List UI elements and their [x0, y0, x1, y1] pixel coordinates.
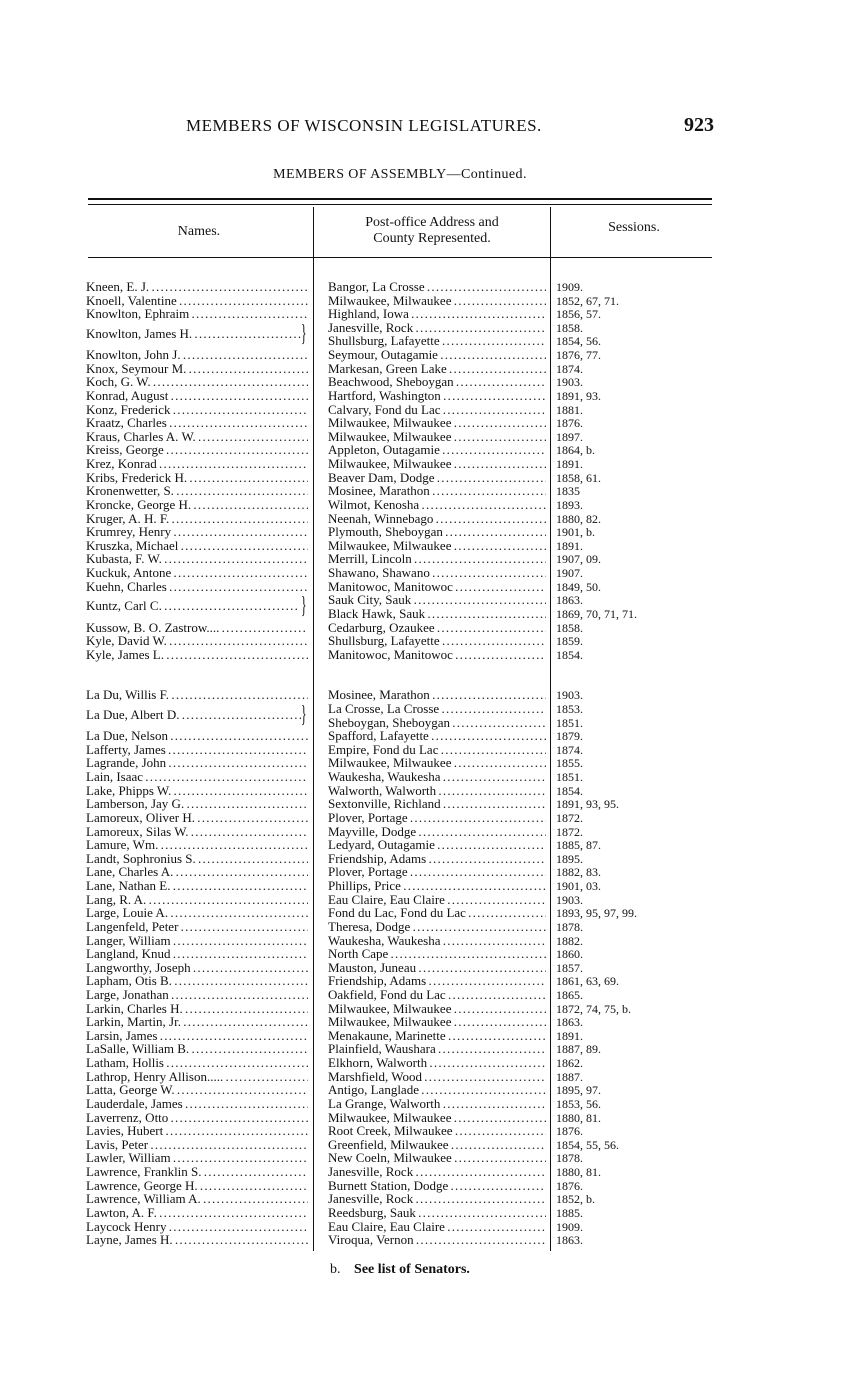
post-office-address: Friendship, Adams . . .	[328, 852, 546, 866]
table-row	[0, 389, 859, 403]
sessions-cell: 1903.	[556, 688, 583, 703]
post-office-address: Shullsburg, Lafayette . . .	[328, 334, 546, 348]
member-name: Kruszka, Michael . . .	[86, 539, 308, 553]
sessions-cell: 1851.	[556, 715, 583, 730]
grouped-member-name	[86, 320, 312, 348]
sessions-cell: 1891, 93, 95.	[556, 797, 619, 812]
table-row	[0, 920, 859, 934]
sessions-cell: 1882, 83.	[556, 865, 601, 880]
table-row	[0, 838, 859, 852]
table-row	[0, 484, 859, 498]
column-header-names: Names.	[177, 224, 221, 239]
member-name: Lawrence, William A. . . .	[86, 1192, 308, 1206]
post-office-address: Markesan, Green Lake . . .	[328, 362, 546, 376]
table-row	[0, 512, 859, 526]
post-office-address: Empire, Fond du Lac . . .	[328, 743, 546, 757]
post-office-address: Highland, Iowa . . .	[328, 307, 546, 321]
post-office-address: Plymouth, Sheboygan . . .	[328, 525, 546, 539]
sessions-cell: 1863.	[556, 593, 583, 608]
brace-icon: }	[300, 701, 307, 728]
table-row	[0, 403, 859, 417]
table-row	[0, 648, 859, 662]
sessions-cell: 1872, 74, 75, b.	[556, 1001, 631, 1016]
member-name: Krez, Konrad . . .	[86, 457, 308, 471]
post-office-address: Milwaukee, Milwaukee . . .	[328, 457, 546, 471]
sessions-cell: 1895.	[556, 851, 583, 866]
sessions-cell: 1865.	[556, 988, 583, 1002]
sessions-cell: 1893, 95, 97, 99.	[556, 906, 637, 921]
post-office-address: Milwaukee, Milwaukee . . .	[328, 1002, 546, 1016]
post-office-address: Seymour, Outagamie . . .	[328, 348, 546, 362]
table-row	[0, 539, 859, 553]
table-row	[0, 1165, 859, 1179]
post-office-address: Spafford, Lafayette . . .	[328, 729, 546, 743]
post-office-address: Antigo, Langlade . . .	[328, 1083, 546, 1097]
post-office-address: Appleton, Outagamie . . .	[328, 443, 546, 457]
table-row	[0, 1070, 859, 1084]
sessions-cell: 1852, 67, 71.	[556, 293, 619, 308]
sessions-cell: 1885.	[556, 1205, 583, 1220]
table-row	[0, 947, 859, 961]
table-row	[0, 1002, 859, 1016]
table-row	[0, 498, 859, 512]
member-name: Lawler, William . . .	[86, 1151, 308, 1165]
table-row	[0, 362, 859, 376]
footnote-mark: b.	[330, 1262, 341, 1277]
post-office-address: Shawano, Shawano . . .	[328, 566, 546, 580]
post-office-address: Mayville, Dodge . . .	[328, 825, 546, 839]
member-name: Lavis, Peter . . .	[86, 1138, 308, 1152]
sessions-cell: 1861, 63, 69.	[556, 974, 619, 989]
member-name: Kubasta, F. W. . . .	[86, 552, 308, 566]
post-office-address: Milwaukee, Milwaukee . . .	[328, 1015, 546, 1029]
member-name: Kyle, David W. . . .	[86, 634, 308, 648]
member-name: Lamoreux, Silas W. . . .	[86, 825, 308, 839]
sessions-cell: 1862.	[556, 1056, 583, 1071]
post-office-address: Eau Claire, Eau Claire . . .	[328, 893, 546, 907]
member-name: Kroncke, George H. . . .	[86, 498, 308, 512]
post-office-address: Manitowoc, Manitowoc . . .	[328, 648, 546, 662]
post-office-address: Beaver Dam, Dodge . . .	[328, 471, 546, 485]
post-office-address: Wilmot, Kenosha . . .	[328, 498, 546, 512]
sessions-cell: 1909.	[556, 280, 583, 294]
member-name: Lane, Nathan E. . . .	[86, 879, 308, 893]
post-office-address: Burnett Station, Dodge . . .	[328, 1179, 546, 1193]
member-name: Knowlton, John J. . . .	[86, 348, 308, 362]
member-name: Kruger, A. H. F. . . .	[86, 512, 308, 526]
sessions-cell: 1876, 77.	[556, 348, 601, 363]
sessions-cell: 1880, 81.	[556, 1165, 601, 1180]
table-row	[0, 811, 859, 825]
table-row	[0, 1111, 859, 1125]
column-header-post-office-line2: County Represented.	[373, 231, 491, 246]
member-name: Latta, George W. . . .	[86, 1083, 308, 1097]
table-row	[0, 934, 859, 948]
post-office-address: Oakfield, Fond du Lac . . .	[328, 988, 546, 1002]
table-row	[0, 974, 859, 988]
sessions-cell: 1872.	[556, 810, 583, 825]
post-office-address: Bangor, La Crosse . . .	[328, 280, 546, 294]
member-name: Lawrence, George H. . . .	[86, 1179, 308, 1193]
table-row	[0, 471, 859, 485]
post-office-address: Milwaukee, Milwaukee . . .	[328, 1111, 546, 1125]
member-name: Large, Louie A. . . .	[86, 906, 308, 920]
post-office-address: Shullsburg, Lafayette . . .	[328, 634, 546, 648]
post-office-address: Calvary, Fond du Lac . . .	[328, 403, 546, 417]
post-office-address: Cedarburg, Ozaukee . . .	[328, 621, 546, 635]
sessions-cell: 1863.	[556, 1233, 583, 1248]
sessions-cell: 1907.	[556, 566, 583, 581]
sessions-cell: 1852, b.	[556, 1192, 595, 1207]
brace-icon: }	[300, 320, 307, 347]
member-name: Lake, Phipps W. . . .	[86, 784, 308, 798]
member-name: Kraus, Charles A. W. . . .	[86, 430, 308, 444]
member-name: Kronenwetter, S. . . .	[86, 484, 308, 498]
post-office-address: Janesville, Rock . . .	[328, 321, 546, 335]
post-office-address: Plover, Portage . . .	[328, 811, 546, 825]
table-row	[0, 552, 859, 566]
sessions-cell: 1903.	[556, 892, 583, 907]
sessions-cell: 1881.	[556, 402, 583, 417]
post-office-address: Mosinee, Marathon . . .	[328, 688, 546, 702]
member-name: Lawrence, Franklin S. . . .	[86, 1165, 308, 1179]
table-row	[0, 1042, 859, 1056]
post-office-address: North Cape . . .	[328, 947, 546, 961]
table-caption: MEMBERS OF ASSEMBLY—Continued.	[273, 167, 527, 182]
post-office-address: La Grange, Walworth . . .	[328, 1097, 546, 1111]
member-name: Langer, William . . .	[86, 934, 308, 948]
table-row	[0, 852, 859, 866]
sessions-cell: 1878.	[556, 919, 583, 934]
member-name: Laycock Henry . . .	[86, 1220, 308, 1234]
post-office-address: Ledyard, Outagamie . . .	[328, 838, 546, 852]
post-office-address: Root Creek, Milwaukee . . .	[328, 1124, 546, 1138]
sessions-cell: 1876.	[556, 416, 583, 431]
table-row	[0, 865, 859, 879]
sessions-cell: 1901, b.	[556, 525, 595, 540]
sessions-cell: 1895, 97.	[556, 1083, 601, 1098]
member-name: Kreiss, George . . .	[86, 443, 308, 457]
member-name: Konrad, August . . .	[86, 389, 308, 403]
table-row	[0, 988, 859, 1002]
post-office-address: Manitowoc, Manitowoc . . .	[328, 580, 546, 594]
table-row	[0, 1056, 859, 1070]
table-row	[0, 825, 859, 839]
member-name: Larkin, Charles H. . . .	[86, 1002, 308, 1016]
sessions-cell: 1864, b.	[556, 443, 595, 458]
post-office-address: Viroqua, Vernon . . .	[328, 1233, 546, 1247]
post-office-address: Elkhorn, Walworth . . .	[328, 1056, 546, 1070]
table-row	[0, 1192, 859, 1206]
table-row	[0, 525, 859, 539]
table-row	[0, 280, 859, 294]
post-office-address: Sauk City, Sauk . . .	[328, 593, 546, 607]
post-office-address: Janesville, Rock . . .	[328, 1165, 546, 1179]
post-office-address: Milwaukee, Milwaukee . . .	[328, 416, 546, 430]
sessions-cell: 1876.	[556, 1178, 583, 1193]
member-name: LaSalle, William B. . . .	[86, 1042, 308, 1056]
post-office-address: Walworth, Walworth . . .	[328, 784, 546, 798]
running-title: MEMBERS OF WISCONSIN LEGISLATURES.	[186, 116, 542, 135]
post-office-address: Merrill, Lincoln . . .	[328, 552, 546, 566]
member-name: La Due, Nelson . . .	[86, 729, 308, 743]
sessions-cell: 1858.	[556, 620, 583, 635]
column-header-sessions: Sessions.	[608, 220, 660, 235]
sessions-cell: 1879.	[556, 729, 583, 744]
post-office-address: Mosinee, Marathon . . .	[328, 484, 546, 498]
post-office-address: Waukesha, Waukesha . . .	[328, 770, 546, 784]
sessions-cell: 1853, 56.	[556, 1096, 601, 1111]
member-name: Lain, Isaac . . .	[86, 770, 308, 784]
post-office-address: Theresa, Dodge . . .	[328, 920, 546, 934]
member-name: Langenfeld, Peter . . .	[86, 920, 308, 934]
member-name: Kuehn, Charles . . .	[86, 580, 308, 594]
grouped-member-name	[86, 701, 312, 729]
sessions-cell: 1887.	[556, 1069, 583, 1084]
sessions-cell: 1880, 81.	[556, 1110, 601, 1125]
member-name: Landt, Sophronius S. . . .	[86, 852, 308, 866]
table-row	[0, 1083, 859, 1097]
sessions-cell: 1869, 70, 71, 71.	[556, 606, 637, 621]
table-row	[0, 1138, 859, 1152]
sessions-cell: 1885, 87.	[556, 838, 601, 853]
sessions-cell: 1853.	[556, 701, 583, 716]
post-office-address: Menakaune, Marinette . . .	[328, 1029, 546, 1043]
table-row	[0, 621, 859, 635]
sessions-cell: 1901, 03.	[556, 879, 601, 894]
post-office-address: Sheboygan, Sheboygan . . .	[328, 716, 546, 730]
sessions-cell: 1874.	[556, 361, 583, 376]
member-name: Larkin, Martin, Jr. . . .	[86, 1015, 308, 1029]
member-name: Koch, G. W. . . .	[86, 375, 308, 389]
table-row	[0, 375, 859, 389]
table-row	[0, 1233, 859, 1247]
member-name: Lang, R. A. . . .	[86, 893, 308, 907]
sessions-cell: 1851.	[556, 770, 583, 785]
table-row	[0, 1206, 859, 1220]
page-number: 923	[684, 114, 714, 136]
sessions-cell: 1907, 09.	[556, 552, 601, 567]
sessions-cell: 1909.	[556, 1219, 583, 1234]
table-row	[0, 1179, 859, 1193]
member-name: Knowlton, Ephraim . . .	[86, 307, 308, 321]
member-name: Kneen, E. J. . . .	[86, 280, 308, 294]
sessions-cell: 1859.	[556, 634, 583, 649]
post-office-address: Plover, Portage . . .	[328, 865, 546, 879]
table-row	[0, 906, 859, 920]
member-name: Langworthy, Joseph . . .	[86, 961, 308, 975]
member-name: Lamberson, Jay G. . . .	[86, 797, 308, 811]
post-office-address: Marshfield, Wood . . .	[328, 1070, 546, 1084]
member-name: Knoell, Valentine . . .	[86, 294, 308, 308]
member-name: Latham, Hollis . . .	[86, 1056, 308, 1070]
post-office-address: Milwaukee, Milwaukee . . .	[328, 756, 546, 770]
post-office-address: Beachwood, Sheboygan . . .	[328, 375, 546, 389]
member-name: Knox, Seymour M. . . .	[86, 362, 308, 376]
column-header-post-office-line1: Post-office Address and	[365, 215, 499, 230]
member-name: Lapham, Otis B. . . .	[86, 974, 308, 988]
sessions-cell: 1891, 93.	[556, 388, 601, 403]
sessions-cell: 1849, 50.	[556, 579, 601, 594]
grouped-member-name	[86, 592, 312, 620]
sessions-cell: 1891.	[556, 538, 583, 553]
post-office-address: Neenah, Winnebago . . .	[328, 512, 546, 526]
post-office-address: Milwaukee, Milwaukee . . .	[328, 539, 546, 553]
sessions-cell: 1897.	[556, 429, 583, 444]
post-office-address: Greenfield, Milwaukee . . .	[328, 1138, 546, 1152]
post-office-address: New Coeln, Milwaukee . . .	[328, 1151, 546, 1165]
table-row	[0, 770, 859, 784]
post-office-address: Waukesha, Waukesha . . .	[328, 934, 546, 948]
member-name: Krumrey, Henry . . .	[86, 525, 308, 539]
post-office-address: Black Hawk, Sauk . . .	[328, 607, 546, 621]
member-name: Larsin, James . . .	[86, 1029, 308, 1043]
brace-icon: }	[300, 593, 307, 620]
table-row	[0, 1097, 859, 1111]
member-name: Konz, Frederick . . .	[86, 403, 308, 417]
post-office-address: Janesville, Rock . . .	[328, 1192, 546, 1206]
sessions-cell: 1872.	[556, 824, 583, 839]
member-name: Lavies, Hubert . . .	[86, 1124, 308, 1138]
table-row	[0, 756, 859, 770]
sessions-cell: 1903.	[556, 375, 583, 390]
member-name: Lawton, A. F. . . .	[86, 1206, 308, 1220]
table-row	[0, 1124, 859, 1138]
sessions-cell: 1858, 61.	[556, 470, 601, 485]
post-office-address: Phillips, Price . . .	[328, 879, 546, 893]
member-name: Lamure, Wm. . . .	[86, 838, 308, 852]
member-name: Layne, James H. . . .	[86, 1233, 308, 1247]
sessions-cell: 1874.	[556, 742, 583, 757]
member-name: Lamoreux, Oliver H. . . .	[86, 811, 308, 825]
sessions-cell: 1891.	[556, 457, 583, 472]
table-row	[0, 348, 859, 362]
table-row	[0, 879, 859, 893]
sessions-cell: 1855.	[556, 756, 583, 771]
member-name: Large, Jonathan . . .	[86, 988, 308, 1002]
sessions-cell: 1863.	[556, 1015, 583, 1030]
sessions-cell: 1856, 57.	[556, 307, 601, 322]
table-row	[0, 430, 859, 444]
post-office-address: La Crosse, La Crosse . . .	[328, 702, 546, 716]
member-name: Kussow, B. O. Zastrow.... . . .	[86, 621, 308, 635]
footnote	[0, 1262, 800, 1278]
member-name: Lauderdale, James . . .	[86, 1097, 308, 1111]
sessions-cell: 1854.	[556, 783, 583, 798]
footnote-text: See list of Senators.	[354, 1262, 470, 1277]
post-office-address: Eau Claire, Eau Claire . . .	[328, 1220, 546, 1234]
sessions-cell: 1893.	[556, 497, 583, 512]
member-name: Kribs, Frederick H. . . .	[86, 471, 308, 485]
table-row	[0, 893, 859, 907]
member-name: Kraatz, Charles . . .	[86, 416, 308, 430]
sessions-cell: 1854, 56.	[556, 334, 601, 349]
table-row	[0, 743, 859, 757]
table-row	[0, 1015, 859, 1029]
table-row	[0, 457, 859, 471]
table-row	[0, 961, 859, 975]
member-name: Kuntz, Carl C. . . .	[86, 592, 301, 620]
sessions-cell: 1891.	[556, 1028, 583, 1043]
member-name: Knowlton, James H. . . .	[86, 320, 301, 348]
member-name: La Due, Albert D. . . .	[86, 701, 301, 729]
sessions-cell: 1887, 89.	[556, 1042, 601, 1057]
post-office-address: Reedsburg, Sauk . . .	[328, 1206, 546, 1220]
table-row	[0, 566, 859, 580]
member-name: Kyle, James L. . . .	[86, 648, 308, 662]
member-name: Langland, Knud . . .	[86, 947, 308, 961]
post-office-address: Plainfield, Waushara . . .	[328, 1042, 546, 1056]
table-row	[0, 784, 859, 798]
table-row	[0, 1029, 859, 1043]
sessions-cell: 1860.	[556, 947, 583, 962]
member-name: Lathrop, Henry Allison..... . . .	[86, 1070, 308, 1084]
table-row	[0, 443, 859, 457]
post-office-address: Friendship, Adams . . .	[328, 974, 546, 988]
member-name: Lafferty, James . . .	[86, 743, 308, 757]
member-name: Laverrenz, Otto . . .	[86, 1111, 308, 1125]
post-office-address: Milwaukee, Milwaukee . . .	[328, 294, 546, 308]
sessions-cell: 1880, 82.	[556, 511, 601, 526]
table-row	[0, 416, 859, 430]
table-row	[0, 797, 859, 811]
sessions-cell: 1857.	[556, 960, 583, 975]
post-office-address: Fond du Lac, Fond du Lac . . .	[328, 906, 546, 920]
member-name: Kuckuk, Antone . . .	[86, 566, 308, 580]
sessions-cell: 1858.	[556, 320, 583, 335]
table-row	[0, 1151, 859, 1165]
table-row	[0, 729, 859, 743]
member-name: Lane, Charles A. . . .	[86, 865, 308, 879]
sessions-cell: 1878.	[556, 1151, 583, 1166]
post-office-address: Sextonville, Richland . . .	[328, 797, 546, 811]
sessions-cell: 1854.	[556, 647, 583, 662]
post-office-address: Mauston, Juneau . . .	[328, 961, 546, 975]
sessions-cell: 1854, 55, 56.	[556, 1137, 619, 1152]
sessions-cell: 1876.	[556, 1124, 583, 1139]
table-row	[0, 634, 859, 648]
member-name: La Du, Willis F. . . .	[86, 688, 308, 702]
table-row	[0, 1220, 859, 1234]
sessions-cell: 1835	[556, 484, 580, 499]
post-office-address: Milwaukee, Milwaukee . . .	[328, 430, 546, 444]
post-office-address: Hartford, Washington . . .	[328, 389, 546, 403]
table-row	[0, 294, 859, 308]
sessions-cell: 1882.	[556, 933, 583, 948]
member-name: Lagrande, John . . .	[86, 756, 308, 770]
